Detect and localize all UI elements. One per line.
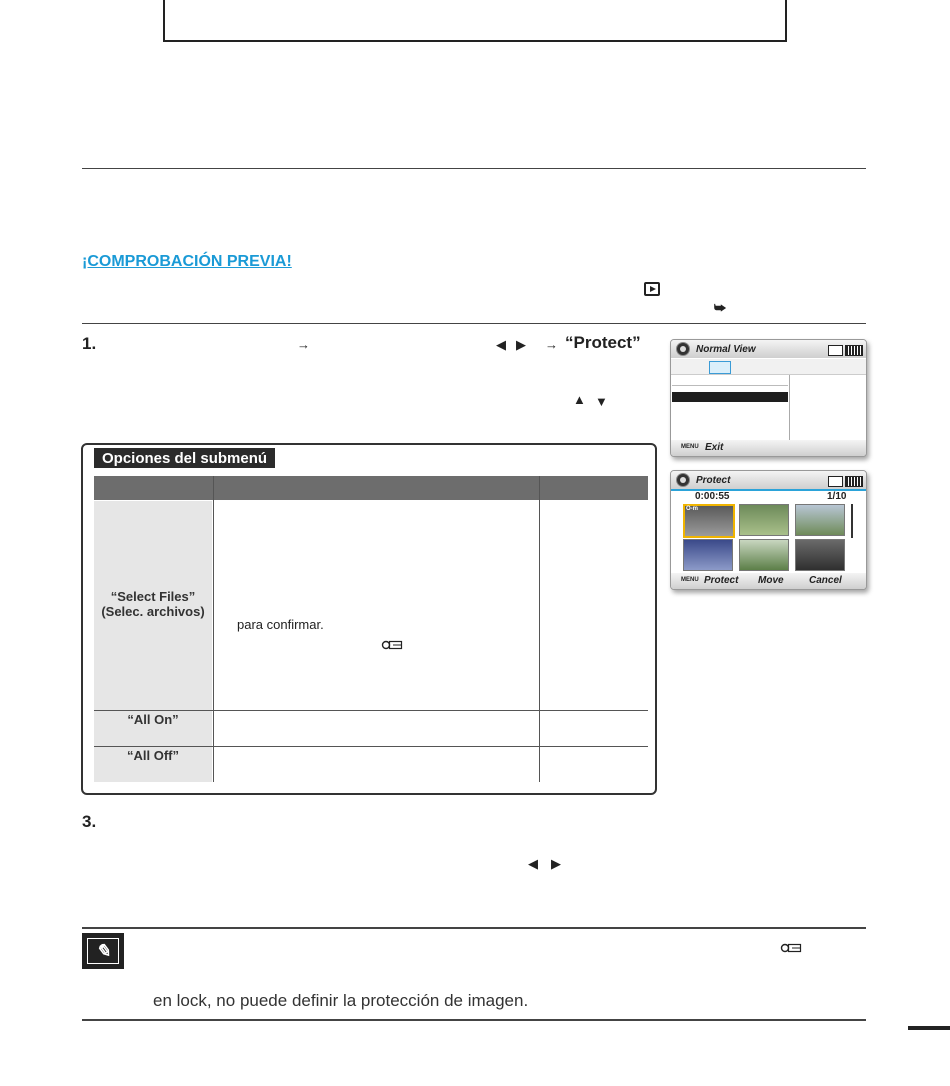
table-row-label: “All On”: [127, 712, 179, 727]
header-box: [163, 0, 787, 42]
submenu-title: Opciones del submenú: [94, 448, 275, 468]
arrow-right-icon: →: [297, 337, 310, 352]
note-text: en lock, no puede definir la protección de imagen.: [153, 991, 529, 1010]
lcd-title: Normal View: [696, 344, 756, 355]
battery-icon: [845, 476, 863, 487]
scrollbar[interactable]: [851, 504, 853, 538]
table-header: [94, 476, 648, 500]
cancel-action-label[interactable]: Cancel: [809, 575, 842, 586]
note-top-rule: [82, 927, 866, 929]
lcd-screen-normal-view: [670, 339, 867, 457]
left-triangle-icon: ◀: [496, 337, 506, 352]
divider: [82, 323, 866, 324]
lcd-title: Protect: [696, 475, 731, 486]
note-glyph: ✎: [87, 938, 119, 964]
note-bottom-rule: [82, 1019, 866, 1021]
protect-action-label[interactable]: Protect: [704, 575, 739, 586]
key-lock-icon: [381, 640, 403, 650]
protect-tab-selected[interactable]: [709, 361, 731, 374]
left-triangle-icon: ◀: [528, 856, 538, 871]
list-item-selected[interactable]: [672, 392, 788, 402]
thumbnail[interactable]: [739, 539, 789, 571]
list-item[interactable]: [672, 375, 788, 386]
right-triangle-icon: ▶: [516, 337, 526, 352]
thumbnail[interactable]: [739, 504, 789, 536]
return-icon: ⮩: [714, 300, 727, 315]
column-divider: [213, 476, 214, 782]
play-icon: [644, 282, 660, 296]
battery-icon: [845, 345, 863, 356]
row-divider: [94, 710, 648, 711]
row-detail-text: para confirmar.: [237, 617, 324, 632]
table-row-label: “Select Files” (Selec. archivos): [101, 589, 205, 619]
thumbnail[interactable]: [795, 539, 845, 571]
step-number: 1.: [82, 334, 97, 353]
table-row-label: “All Off”: [127, 748, 179, 763]
lcd-footer: [671, 440, 866, 456]
memory-card-icon: [828, 345, 843, 356]
down-triangle-icon: ▼: [595, 394, 608, 409]
menu-button-label[interactable]: MENU: [681, 444, 699, 450]
label-column: [94, 501, 212, 782]
note-icon: [82, 933, 124, 969]
clip-counter: 1/10: [827, 491, 847, 502]
mode-icon: [676, 473, 690, 487]
protect-option-label: “Protect”: [565, 333, 641, 352]
thumbnail[interactable]: [683, 539, 733, 571]
clip-time: 0:00:55: [695, 491, 730, 502]
thumbnail[interactable]: [795, 504, 845, 536]
right-triangle-icon: ▶: [551, 856, 561, 871]
arrow-right-icon: →: [545, 337, 558, 352]
key-lock-icon: O‑m: [686, 506, 698, 512]
column-divider: [539, 476, 540, 782]
exit-label[interactable]: Exit: [705, 442, 724, 453]
up-triangle-icon: ▲: [573, 392, 586, 407]
row-divider: [94, 746, 648, 747]
move-action-label[interactable]: Move: [758, 575, 784, 586]
menu-button-label[interactable]: MENU: [681, 577, 699, 583]
precheck-heading[interactable]: ¡COMPROBACIÓN PREVIA!: [82, 253, 292, 270]
mode-icon: [676, 342, 690, 356]
divider: [82, 168, 866, 169]
key-lock-icon: [780, 943, 802, 953]
memory-card-icon: [828, 476, 843, 487]
menu-tab-strip[interactable]: [671, 359, 866, 375]
step-number: 3.: [82, 812, 97, 831]
page-edge-tab: [908, 1026, 950, 1030]
lcd-screen-protect: [670, 470, 867, 590]
